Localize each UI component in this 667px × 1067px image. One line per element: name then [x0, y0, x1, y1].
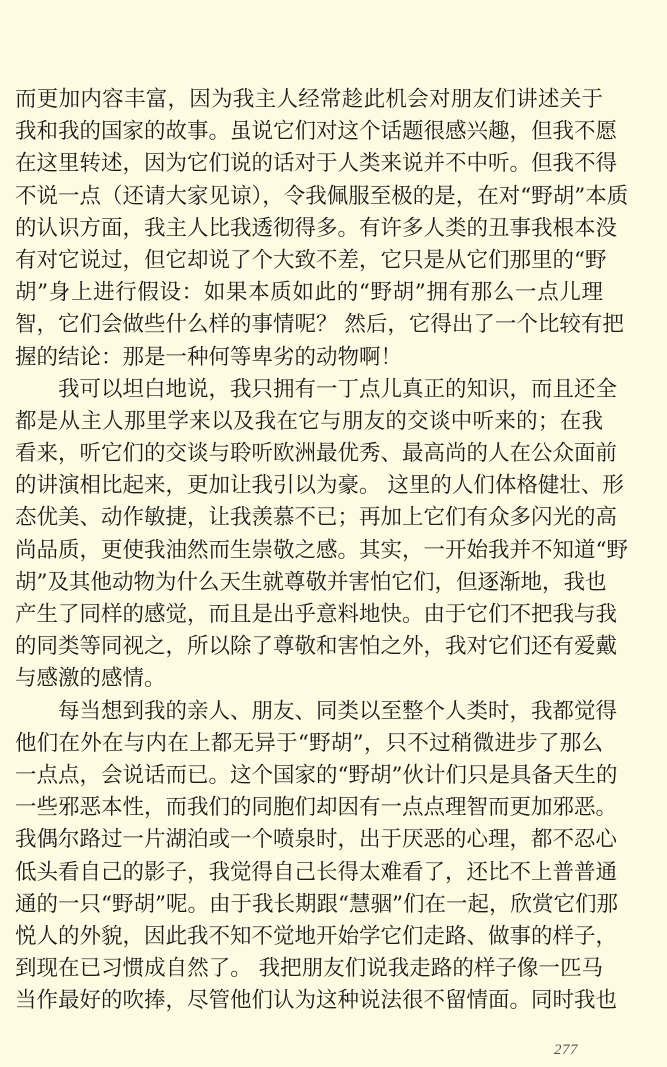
text-line: 产生了同样的感觉，而且是出乎意料地快。由于它们不把我与我 — [15, 602, 618, 627]
text-line: 的讲演相比起来，更加让我引以为豪。 这里的人们体格健壮、形 — [15, 473, 624, 499]
text-line: 低头看自己的影子，我觉得自己长得太难看了，还比不上普普通 — [15, 859, 618, 885]
text-line: 每当想到我的亲人、朋友、同类以至整个人类时，我都觉得 — [58, 698, 618, 724]
text-line: 到现在已习惯成自然了。 我把朋友们说我走路的样子像一匹马 — [15, 956, 603, 982]
body-text — [15, 84, 629, 1017]
text-line: 当作最好的吹捧，尽管他们认为这种说法很不留情面。同时我也 — [15, 988, 618, 1014]
text-line: 悦人的外貌，因此我不知不觉地开始学它们走路、做事的样子， — [15, 923, 618, 949]
text-line: 看来，听它们的交谈与聆听欧洲最优秀、最高尚的人在公众面前 — [15, 441, 618, 467]
text-line: 的认识方面，我主人比我透彻得多。有许多人类的丑事我根本没 — [15, 215, 618, 241]
text-line: 态优美、动作敏捷，让我羡慕不已；再加上它们有众多闪光的高 — [15, 505, 618, 531]
text-line: 我可以坦白地说，我只拥有一丁点儿真正的知识，而且还全 — [58, 376, 618, 402]
text-line: 不说一点（还请大家见谅），令我佩服至极的是，在对“野胡”本质 — [15, 183, 629, 209]
page-number: 277 — [554, 1042, 578, 1058]
text-line: 有对它说过，但它却说了个大致不差，它只是从它们那里的“野 — [15, 247, 607, 273]
text-line: 智，它们会做些什么样的事情呢？ 然后，它得出了一个比较有把 — [15, 312, 624, 338]
text-line: 胡”身上进行假设：如果本质如此的“野胡”拥有那么一点儿理 — [15, 280, 603, 306]
text-line: 握的结论：那是一种何等卑劣的动物啊！ — [15, 344, 403, 370]
text-line: 通的一只“野胡”呢。由于我长期跟“慧骃”们在一起，欣赏它们那 — [15, 891, 618, 917]
text-line: 都是从主人那里学来以及我在它与朋友的交谈中听来的；在我 — [15, 408, 603, 434]
text-line: 我偶尔路过一片湖泊或一个喷泉时，出于厌恶的心理，都不忍心 — [15, 827, 618, 853]
text-line: 胡”及其他动物为什么天生就尊敬并害怕它们，但逐渐地，我也 — [15, 569, 607, 595]
text-line: 我和我的国家的故事。虽说它们对这个话题很感兴趣，但我不愿 — [15, 119, 618, 145]
text-line: 一些邪恶本性，而我们的同胞们却因有一点点理智而更加邪恶。 — [15, 795, 618, 821]
text-line: 与感激的感情。 — [15, 666, 166, 692]
text-line: 他们在外在与内在上都无异于“野胡”，只不过稍微进步了那么 — [15, 730, 603, 756]
text-line: 在这里转述，因为它们说的话对于人类来说并不中听。但我不得 — [15, 151, 618, 177]
text-line: 一点点，会说话而已。这个国家的“野胡”伙计们只是具备天生的 — [15, 762, 618, 788]
text-line: 而更加内容丰富，因为我主人经常趁此机会对朋友们讲述关于 — [15, 87, 603, 112]
text-line: 的同类等同视之，所以除了尊敬和害怕之外，我对它们还有爱戴 — [15, 634, 618, 660]
text-line: 尚品质，更使我油然而生崇敬之感。其实，一开始我并不知道“野 — [15, 537, 628, 563]
